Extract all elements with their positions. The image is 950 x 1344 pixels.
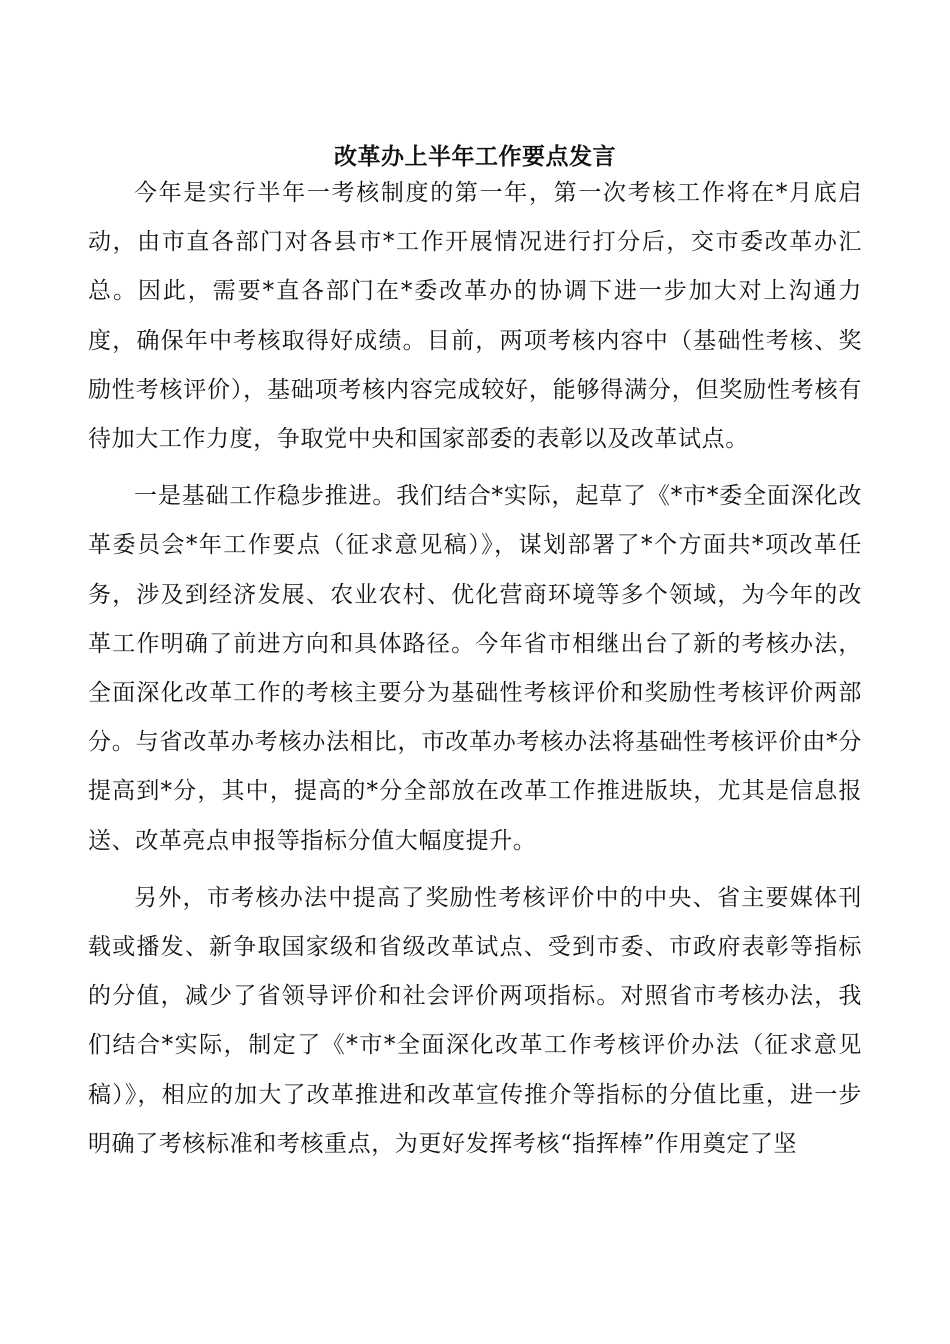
paragraph-intro: 今年是实行半年一考核制度的第一年，第一次考核工作将在*月底启动，由市直各部门对各县市*工作开展情况进行打分后，交市委改革办汇总。因此，需要*直各部门在*委改革办的协调下进一步加大对上沟通力度，确保年中考核取得好成绩。目前，两项考核内容中（基础性考核、奖励性考核评价），基础项考核内容完成较好，能够得满分，但奖励性考核有待加大工作力度，争取党中央和国家部委的表彰以及改革试点。: [88, 180, 862, 453]
document-body: [88, 169, 862, 1169]
paragraph-additionally: 另外，市考核办法中提高了奖励性考核评价中的中央、省主要媒体刊载或播发、新争取国家级和省级改革试点、受到市委、市政府表彰等指标的分值，减少了省领导评价和社会评价两项指标。对照省市考核办法，我们结合*实际，制定了《*市*全面深化改革工作考核评价办法（征求意见稿）》，相应的加大了改革推进和改革宣传推介等指标的分值比重，进一步明确了考核标准和考核重点，为更好发挥考核“指挥棒”作用奠定了坚: [88, 884, 862, 1157]
document-title: 改革办上半年工作要点发言: [334, 143, 616, 170]
paragraph-basic-work: 一是基础工作稳步推进。我们结合*实际，起草了《*市*委全面深化改革委员会*年工作要点（征求意见稿）》，谋划部署了*个方面共*项改革任务，涉及到经济发展、农业农村、优化营商环境等多个领域，为今年的改革工作明确了前进方向和具体路径。今年省市相继出台了新的考核办法，全面深化改革工作的考核主要分为基础性考核评价和奖励性考核评价两部分。与省改革办考核办法相比，市改革办考核办法将基础性考核评价由*分提高到*分，其中，提高的*分全部放在改革工作推进版块，尤其是信息报送、改革亮点申报等指标分值大幅度提升。: [88, 483, 862, 854]
